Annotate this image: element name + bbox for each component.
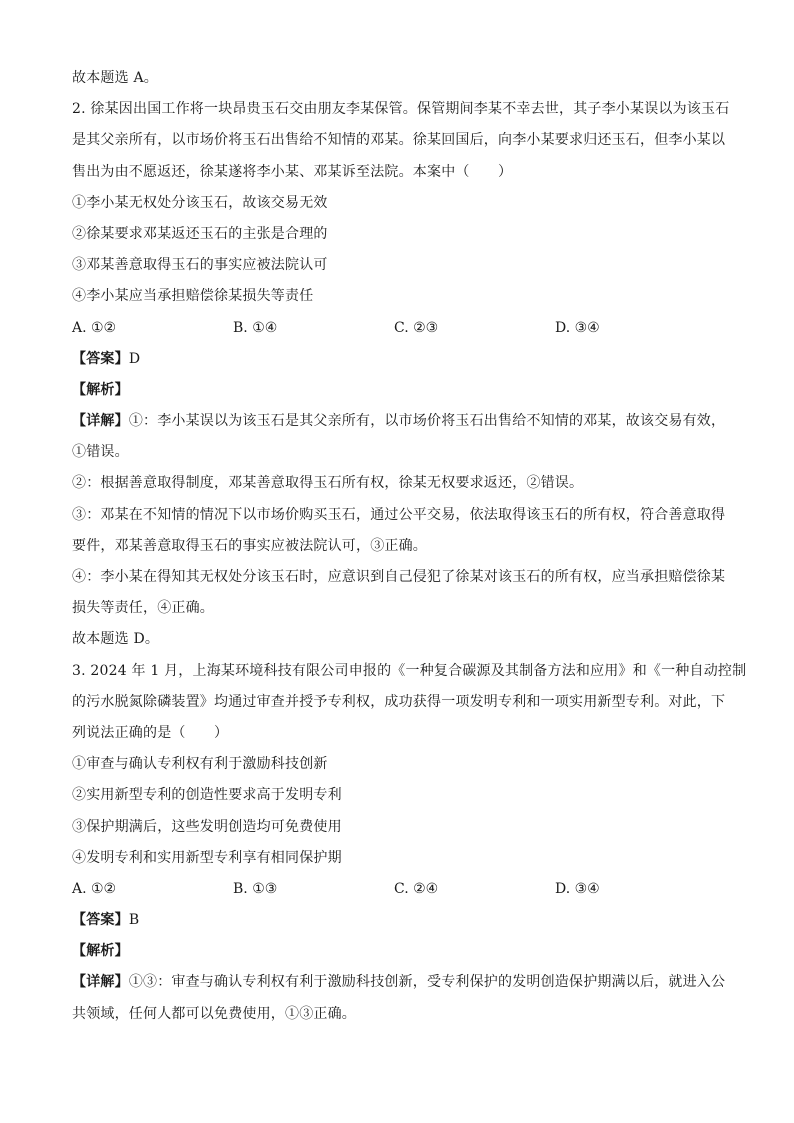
question-3 <box>72 656 747 1030</box>
answer-label: 【答案】 <box>72 350 129 367</box>
q2-analysis <box>72 375 724 406</box>
q2-conclusion: 故本题选 D。 <box>72 631 160 648</box>
answer-value: D <box>128 350 141 367</box>
document-content <box>72 63 747 1030</box>
q3-statement-2: ②实用新型专利的创造性要求高于发明专利 <box>72 787 342 804</box>
q3-detail-line <box>72 967 724 998</box>
question-2 <box>72 94 730 655</box>
q2-statement-3: ③邓某善意取得玉石的事实应被法院认可 <box>72 257 328 274</box>
q2-options <box>72 313 724 344</box>
q2-statement-1: ①李小某无权处分该玉石，故该交易无效 <box>72 194 328 211</box>
q2-option-d: D. ③④ <box>555 319 600 336</box>
answer-value: B <box>128 912 140 929</box>
q2-answer <box>72 344 724 375</box>
previous-conclusion: 故本题选 A。 <box>72 70 158 86</box>
q2-option-a: A. ①② <box>72 319 117 336</box>
q3-analysis <box>72 936 724 967</box>
detail-text: ①：李小某误以为该玉石是其父亲所有，以市场价将玉石出售给不知情的邓某，故该交易有效， <box>128 413 726 430</box>
q3-statement-4: ④发明专利和实用新型专利享有相同保护期 <box>72 849 342 866</box>
q3-stem-line: 列说法正确的是（ ） <box>72 724 229 741</box>
analysis-label: 【解析】 <box>72 943 129 960</box>
q2-statement-4: ④李小某应当承担赔偿徐某损失等责任 <box>72 288 314 305</box>
q2-stem-line: 是其父亲所有，以市场价将玉石出售给不知情的邓某。徐某回国后，向李小某要求归还玉石，但李小某以 <box>72 132 726 149</box>
detail-label: 【详解】 <box>72 974 129 991</box>
q2-stem-line: 2. 徐某因出国工作将一块昂贵玉石交由朋友李某保管。保管期间李某不幸去世，其子李小某误以为该玉石 <box>72 101 730 118</box>
q2-detail-line: ①错误。 <box>72 444 129 461</box>
q3-stem-line: 的污水脱氮除磷装置》均通过审查并授予专利权，成功获得一项发明专利和一项实用新型专利。对此，下 <box>72 693 726 710</box>
q2-detail-line: 要件，邓某善意取得玉石的事实应被法院认可，③正确。 <box>72 537 427 554</box>
q2-option-b: B. ①④ <box>233 319 278 336</box>
q2-detail-line: 损失等责任，④正确。 <box>72 600 214 617</box>
q3-option-c: C. ②④ <box>394 880 439 897</box>
q3-detail-line: 共领域，任何人都可以免费使用，①③正确。 <box>72 1005 356 1022</box>
q2-detail-line: ④：李小某在得知其无权处分该玉石时，应意识到自己侵犯了徐某对该玉石的所有权，应当承担赔偿徐某 <box>72 569 726 585</box>
q2-detail-line <box>72 406 724 437</box>
detail-text: ①③：审查与确认专利权有利于激励科技创新，受专利保护的发明创造保护期满以后，就进入公 <box>128 974 726 991</box>
q3-stem-line: 3. 2024 年 1 月，上海某环境科技有限公司申报的《一种复合碳源及其制备方法和应用》和《一种自动控制 <box>72 662 747 679</box>
q3-option-b: B. ①③ <box>233 880 278 897</box>
q3-statement-1: ①审查与确认专利权有利于激励科技创新 <box>72 756 328 773</box>
q2-option-c: C. ②③ <box>394 319 439 336</box>
detail-label: 【详解】 <box>72 413 129 430</box>
q2-stem-line: 售出为由不愿返还，徐某遂将李小某、邓某诉至法院。本案中（ ） <box>72 163 513 180</box>
q2-detail-line: ③：邓某在不知情的情况下以市场价购买玉石，通过公平交易，依法取得该玉石的所有权，符合善意取得 <box>72 506 726 523</box>
q3-option-d: D. ③④ <box>555 880 600 897</box>
q3-answer <box>72 905 724 936</box>
q3-options <box>72 874 724 905</box>
answer-label: 【答案】 <box>72 912 129 929</box>
q3-statement-3: ③保护期满后，这些发明创造均可免费使用 <box>72 818 342 835</box>
q2-detail-line: ②：根据善意取得制度，邓某善意取得玉石所有权，徐某无权要求返还，②错误。 <box>72 475 584 492</box>
analysis-label: 【解析】 <box>72 381 129 398</box>
q3-option-a: A. ①② <box>72 880 117 897</box>
q2-statement-2: ②徐某要求邓某返还玉石的主张是合理的 <box>72 225 328 242</box>
